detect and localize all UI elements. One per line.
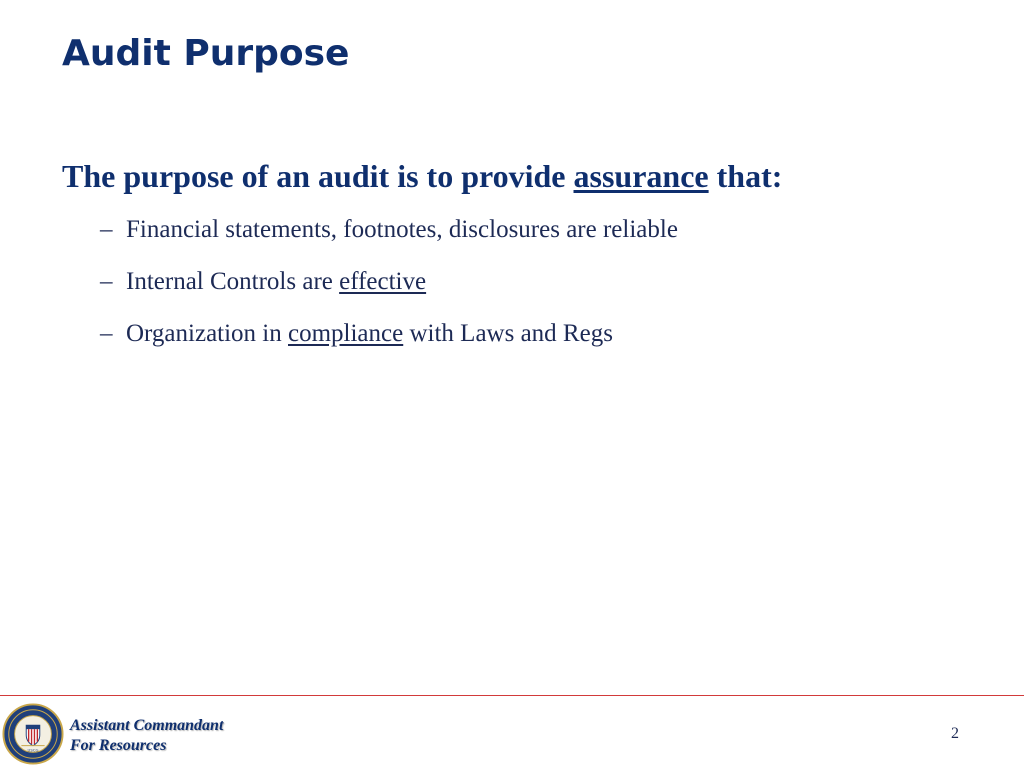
dash-marker: – bbox=[100, 216, 113, 243]
org-name-line-1: Assistant Commandant bbox=[70, 717, 224, 734]
bullet-text-after: with Laws and Regs bbox=[403, 320, 613, 347]
footer-divider bbox=[0, 695, 1024, 696]
page-number: 2 bbox=[951, 725, 959, 742]
org-name bbox=[70, 716, 223, 756]
main-point-emphasis: assurance bbox=[573, 158, 709, 194]
bullet-list bbox=[100, 212, 678, 368]
main-point-text-after: that: bbox=[708, 158, 783, 194]
org-name-line-2: For Resources bbox=[70, 737, 167, 754]
main-point-text-before: The purpose of an audit is to provide bbox=[62, 158, 574, 194]
svg-text:USCG: USCG bbox=[27, 747, 39, 753]
bullet-text: Organization in bbox=[126, 320, 288, 347]
dash-marker: – bbox=[100, 320, 113, 347]
bullet-emphasis: effective bbox=[339, 268, 427, 295]
main-point bbox=[62, 154, 782, 198]
dash-marker: – bbox=[100, 268, 113, 295]
bullet-item bbox=[100, 316, 678, 352]
bullet-text: Internal Controls are bbox=[126, 268, 340, 295]
coast-guard-seal-icon bbox=[2, 703, 64, 765]
bullet-text: Financial statements, footnotes, disclosures are reliable bbox=[126, 216, 678, 243]
bullet-emphasis: compliance bbox=[288, 320, 404, 347]
bullet-item bbox=[100, 264, 678, 300]
bullet-item bbox=[100, 212, 678, 248]
slide-title: Audit Purpose bbox=[62, 33, 350, 74]
